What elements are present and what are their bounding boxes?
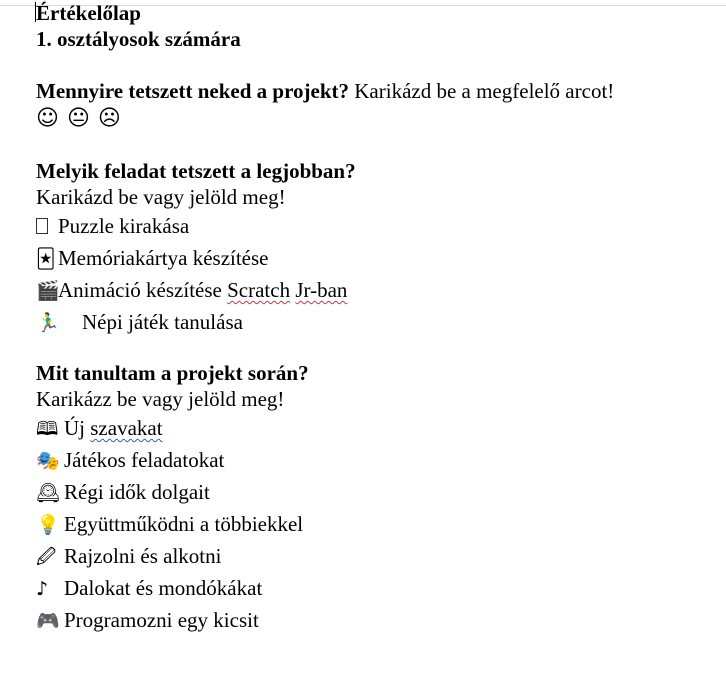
pencil-icon: 🖉 <box>36 546 57 568</box>
list-item: 🎭 Játékos feladatokat <box>36 444 716 476</box>
frowning-face-icon[interactable]: ☹ <box>97 106 125 131</box>
theater-masks-icon: 🎭 <box>36 450 60 472</box>
list-item: 🃏 Memóriakártya készítése <box>36 242 716 274</box>
playing-card-icon: 🃏 <box>36 248 56 270</box>
list-item: 🖉 Rajzolni és alkotni <box>36 540 716 572</box>
question-1-text: Mennyire tetszett neked a projekt? <box>36 79 349 103</box>
question-2-instruction: Karikázd be vagy jelöld meg! <box>36 185 286 209</box>
page-title: Értékelőlap <box>36 1 141 25</box>
running-man-icon: 🏃‍♂ <box>36 312 60 334</box>
list-item: 🎬Animáció készítése Scratch Jr-ban <box>36 274 716 306</box>
question-3-text: Mit tanultam a projekt során? <box>36 361 309 385</box>
grammar-marked-word[interactable]: szavakat <box>90 416 163 440</box>
list-item: ♪ Dalokat és mondókákat <box>36 572 716 604</box>
question-3-instruction: Karikázz be vagy jelöld meg! <box>36 387 285 411</box>
missing-glyph-icon <box>36 218 48 234</box>
smiling-face-icon[interactable]: ☺ <box>36 106 63 131</box>
page-subtitle: 1. osztályosok számára <box>36 27 241 51</box>
clock-icon: 🕰 <box>36 482 61 504</box>
list-item: 🎮 Programozni egy kicsit <box>36 604 716 636</box>
list-item: Puzzle kirakása <box>36 210 716 242</box>
clapper-board-icon: 🎬 <box>36 280 60 302</box>
light-bulb-icon: 💡 <box>36 514 60 536</box>
list-item: 🕰 Régi idők dolgait <box>36 476 716 508</box>
face-options <box>36 104 716 134</box>
list-item: 🏃‍♂ Népi játék tanulása <box>36 306 716 338</box>
spellcheck-word[interactable]: Jr-ban <box>295 278 348 302</box>
neutral-face-icon[interactable]: 😐 <box>66 106 94 131</box>
open-book-icon: 🕮 <box>36 418 59 440</box>
list-item: 💡 Együttműködni a többiekkel <box>36 508 716 540</box>
game-controller-icon: 🎮 <box>36 610 60 632</box>
list-item: 🕮 Új szavakat <box>36 412 716 444</box>
question-1-instruction: Karikázd be a megfelelő arcot! <box>354 79 615 103</box>
spellcheck-word[interactable]: Scratch <box>227 278 291 302</box>
document-body[interactable] <box>36 0 716 636</box>
question-2-text: Melyik feladat tetszett a legjobban? <box>36 159 356 183</box>
question-1 <box>36 78 716 104</box>
music-note-icon: ♪ <box>36 578 49 600</box>
